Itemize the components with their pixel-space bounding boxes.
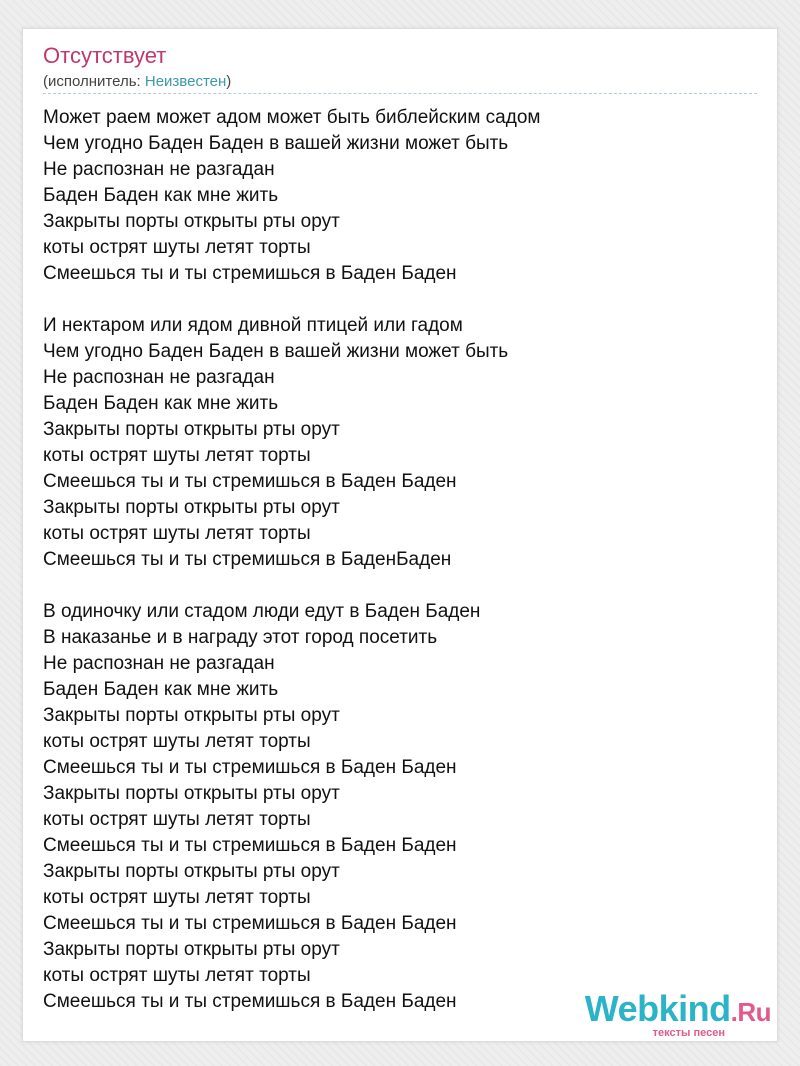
lyric-line: Смеешься ты и ты стремишься в БаденБаден — [43, 549, 452, 570]
lyric-line: коты острят шуты летят торты — [43, 809, 311, 830]
artist-link[interactable]: Неизвестен — [144, 73, 227, 90]
lyrics-card — [22, 28, 778, 1042]
song-title: Отсутствует — [43, 43, 167, 68]
lyric-line: коты острят шуты летят торты — [43, 523, 311, 544]
lyric-line: коты острят шуты летят торты — [43, 237, 311, 258]
lyric-line: Смеешься ты и ты стремишься в Баден Баден — [43, 991, 457, 1012]
lyric-line: Чем угодно Баден Баден в вашей жизни может быть — [43, 341, 509, 362]
logo-domain: .Ru — [730, 997, 771, 1027]
lyric-line: коты острят шуты летят торты — [43, 965, 311, 986]
lyric-line: Закрыты порты открыты рты орут — [43, 497, 340, 518]
lyric-line: Смеешься ты и ты стремишься в Баден Баден — [43, 263, 457, 284]
lyric-line: Не распознан не разгадан — [43, 367, 275, 388]
lyric-line: Смеешься ты и ты стремишься в Баден Баден — [43, 835, 457, 856]
lyric-line: Закрыты порты открыты рты орут — [43, 861, 340, 882]
lyric-line: И нектаром или ядом дивной птицей или гадом — [43, 315, 463, 336]
artist-suffix: ) — [226, 73, 232, 90]
lyric-line: Баден Баден как мне жить — [43, 393, 279, 414]
site-logo[interactable] — [585, 990, 771, 1039]
lyric-line: В одиночку или стадом люди едут в Баден Баден — [43, 601, 481, 622]
logo-wordmark: Webkind — [584, 988, 731, 1029]
lyrics-body — [43, 105, 540, 1015]
lyric-line: коты острят шуты летят торты — [43, 731, 311, 752]
lyric-line: Баден Баден как мне жить — [43, 679, 279, 700]
lyric-line: Смеешься ты и ты стремишься в Баден Баден — [43, 913, 457, 934]
lyric-line: Смеешься ты и ты стремишься в Баден Баден — [43, 471, 457, 492]
stanza-gap — [43, 287, 540, 313]
lyric-line: коты острят шуты летят торты — [43, 445, 311, 466]
lyric-line: Не распознан не разгадан — [43, 653, 275, 674]
logo-tagline: тексты песен — [652, 1027, 725, 1039]
lyric-line: Закрыты порты открыты рты орут — [43, 705, 340, 726]
lyric-line: Закрыты порты открыты рты орут — [43, 419, 340, 440]
lyric-line: В наказанье и в награду этот город посетить — [43, 627, 438, 648]
lyric-line: Закрыты порты открыты рты орут — [43, 939, 340, 960]
lyric-line: Может раем может адом может быть библейским садом — [43, 107, 541, 128]
lyric-line: Не распознан не разгадан — [43, 159, 275, 180]
lyric-line: Закрыты порты открыты рты орут — [43, 211, 340, 232]
lyric-line: коты острят шуты летят торты — [43, 887, 311, 908]
lyric-line: Смеешься ты и ты стремишься в Баден Баден — [43, 757, 457, 778]
lyric-line: Закрыты порты открыты рты орут — [43, 783, 340, 804]
stanza-gap — [43, 573, 540, 599]
title-divider — [43, 93, 757, 94]
lyric-line: Баден Баден как мне жить — [43, 185, 279, 206]
artist-prefix: (исполнитель: — [43, 73, 145, 90]
lyric-line: Чем угодно Баден Баден в вашей жизни может быть — [43, 133, 509, 154]
artist-line — [43, 73, 231, 90]
